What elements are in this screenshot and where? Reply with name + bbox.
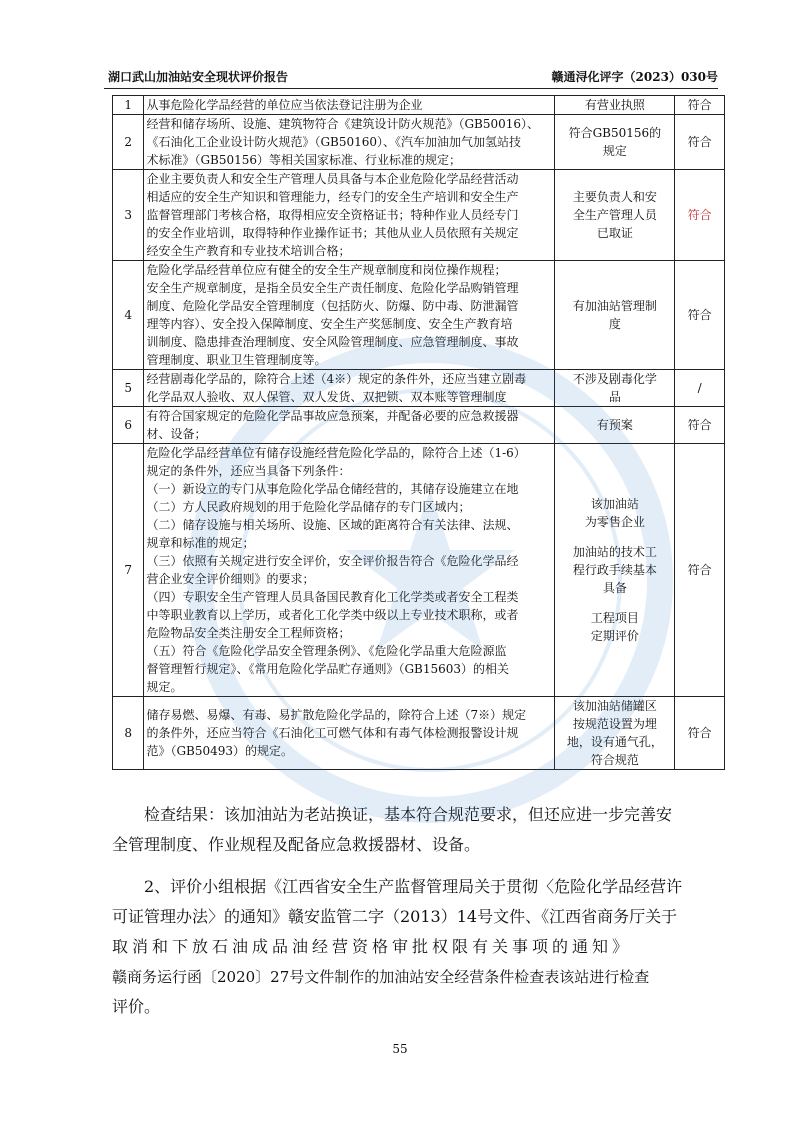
requirement-line: 的安全作业培训，取得特种作业操作证书；其他从业人员依照有关规定 <box>146 226 519 240</box>
evidence-text <box>555 170 675 261</box>
requirement-line: 范》（GB50493）的规定。 <box>146 744 294 758</box>
basis-line: 可证管理办法〉的通知》赣安监管二字（2013）14号文件、《江西省商务厅关于 <box>112 907 678 926</box>
checklist-row <box>113 96 725 115</box>
requirement-line: 从事危险化学品经营的单位应当依法登记注册为企业 <box>146 98 423 112</box>
header-divider <box>104 88 718 89</box>
requirement-line: 监督管理部门考核合格，取得相应安全资格证书；特种作业人员经专门 <box>146 208 519 222</box>
evidence-text <box>555 115 675 170</box>
requirement-line: 相适应的安全生产知识和管理能力，经专门的安全生产培训和安全生产 <box>146 190 519 204</box>
requirement-line: 术标准》（GB50156）等相关国家标准、行业标准的规定； <box>146 153 462 167</box>
compliance-result: 符合 <box>675 697 725 770</box>
requirement-text <box>144 96 555 115</box>
requirement-line: 经营剧毒化学品的，除符合上述（4※）规定的条件外，还应当建立剧毒 <box>146 372 527 386</box>
requirement-line: （二）储存设施与相关场所、设施、区域的距离符合有关法律、法规、 <box>146 518 519 532</box>
evidence-line: 不涉及剧毒化学 <box>572 372 657 386</box>
evidence-line: 有加油站管理制 <box>572 299 657 313</box>
evidence-line: 程行政手续基本 <box>572 563 657 577</box>
requirement-line: 安全生产规章制度，是指全员安全生产责任制度、危险化学品购销管理 <box>146 281 519 295</box>
requirement-line: 经营和储存场所、设施、建筑物符合《建筑设计防火规范》（GB50016）、 <box>146 117 540 131</box>
evidence-line: 该加油站储罐区 <box>572 699 657 713</box>
evidence-line: 符合GB50156的 <box>568 126 662 140</box>
basis-line: 赣商务运行函〔2020〕27号文件制作的加油站安全经营条件检查表该站进行检查 <box>112 968 650 986</box>
compliance-result: / <box>675 370 725 407</box>
evidence-line: 加油站的技术工 <box>572 545 657 559</box>
requirement-line: 有符合国家规定的危险化学品事故应急预案，并配备必要的应急救援器 <box>146 409 519 423</box>
evidence-line: 品 <box>608 390 621 404</box>
evidence-line: 有预案 <box>596 418 633 432</box>
evidence-line: 按规范设置为埋 <box>572 717 657 731</box>
checklist-body <box>113 96 725 770</box>
evidence-gap <box>557 597 672 609</box>
checklist-row <box>113 444 725 697</box>
requirement-line: 制度、危险化学品安全管理制度（包括防火、防爆、防中毒、防泄漏管 <box>146 299 519 313</box>
evidence-line: 有营业执照 <box>584 98 645 112</box>
requirement-line: 储存易燃、易爆、有毒、易扩散危险化学品的，除符合上述（7※）规定 <box>146 708 527 722</box>
requirement-text <box>144 407 555 444</box>
requirement-line: 《石油化工企业设计防火规范》（GB50160）、《汽车加油加气加氢站技 <box>146 135 522 149</box>
evidence-line: 全生产管理人员 <box>572 208 657 222</box>
requirement-line: 督管理暂行规定》、《常用危险化学品贮存通则》（GB15603）的相关 <box>146 662 510 676</box>
evidence-text <box>555 697 675 770</box>
evaluation-basis-paragraph <box>112 872 727 1022</box>
requirement-text <box>144 444 555 697</box>
evidence-line: 符合规范 <box>590 753 639 767</box>
evidence-line: 地，设有通气孔， <box>566 735 663 749</box>
evidence-line: 该加油站 <box>590 497 639 511</box>
requirement-text <box>144 370 555 407</box>
requirement-line: 经安全生产教育和专业技术培训合格； <box>146 244 351 258</box>
requirement-text <box>144 261 555 370</box>
evidence-line: 主要负责人和安 <box>572 190 657 204</box>
checklist-row <box>113 115 725 170</box>
compliance-result: 符合 <box>675 170 725 261</box>
requirement-line: 的条件外，还应当符合《石油化工可燃气体和有毒气体检测报警设计规 <box>146 726 519 740</box>
evidence-line: 规定 <box>602 144 627 158</box>
checklist-row <box>113 261 725 370</box>
requirement-line: 管理制度、职业卫生管理制度等。 <box>146 353 327 367</box>
check-result-line: 全管理制度、作业规程及配备应急救援器材、设备。 <box>112 835 481 854</box>
requirement-line: 中等职业教育以上学历，或者化工化学类中级以上专业技术职称，或者 <box>146 608 519 622</box>
requirement-line: 规定的条件外，还应当具备下列条件： <box>146 464 351 478</box>
evidence-line: 具备 <box>602 581 627 595</box>
evidence-line: 度 <box>608 317 621 331</box>
row-number: 3 <box>113 170 144 261</box>
requirement-line: （四）专职安全生产管理人员具备国民教育化工化学类或者安全工程类 <box>146 590 519 604</box>
requirement-text <box>144 170 555 261</box>
evidence-line: 定期评价 <box>590 629 639 643</box>
requirement-line: 危险化学品经营单位有储存设施经营危险化学品的，除符合上述（1-6） <box>146 446 526 460</box>
row-number: 4 <box>113 261 144 370</box>
basis-line: 2、评价小组根据《江西省安全生产监督管理局关于贯彻〈危险化学品经营许 <box>144 877 683 896</box>
report-number: 赣通浔化评字（2023）030号 <box>551 70 718 84</box>
checklist-row <box>113 370 725 407</box>
page-header <box>104 66 718 86</box>
requirement-line: 训制度、隐患排查治理制度、安全风险管理制度、应急管理制度、事故 <box>146 335 519 349</box>
requirement-line: （二）方人民政府规划的用于危险化学品储存的专门区域内； <box>146 500 471 514</box>
compliance-result: 符合 <box>675 96 725 115</box>
requirement-line: （五）符合《危险化学品安全管理条例》、《危险化学品重大危险源监 <box>146 644 507 658</box>
checklist-row <box>113 170 725 261</box>
checklist-row <box>113 697 725 770</box>
report-title: 湖口武山加油站安全现状评价报告 <box>108 70 289 84</box>
row-number: 2 <box>113 115 144 170</box>
requirement-line: 危险物品安全类注册安全工程师资格； <box>146 626 351 640</box>
compliance-result: 符合 <box>675 115 725 170</box>
check-result-line: 检查结果：该加油站为老站换证，基本符合规范要求，但还应进一步完善安 <box>144 805 673 824</box>
evidence-text <box>555 261 675 370</box>
requirement-line: 规章和标准的规定； <box>146 536 255 550</box>
requirement-line: 规定。 <box>146 680 183 694</box>
evidence-line: 为零售企业 <box>584 515 645 529</box>
compliance-result: 符合 <box>675 444 725 697</box>
basis-line: 取消和下放石油成品油经营资格审批权限有关事项的通知》 <box>112 937 633 956</box>
requirement-line: 企业主要负责人和安全生产管理人员具备与本企业危险化学品经营活动 <box>146 172 519 186</box>
check-result-paragraph <box>112 800 727 860</box>
requirement-line: （三）依照有关规定进行安全评价，安全评价报告符合《危险化学品经 <box>146 554 519 568</box>
evidence-text <box>555 407 675 444</box>
requirement-line: 营企业安全评价细则》的要求； <box>146 572 315 586</box>
row-number: 6 <box>113 407 144 444</box>
requirement-line: 理等内容）、安全投入保障制度、安全生产奖惩制度、安全生产教育培 <box>146 317 513 331</box>
row-number: 7 <box>113 444 144 697</box>
evidence-text <box>555 370 675 407</box>
checklist-row <box>113 407 725 444</box>
evidence-text <box>555 96 675 115</box>
requirement-line: 危险化学品经营单位应有健全的安全生产规章制度和岗位操作规程； <box>146 263 507 277</box>
row-number: 1 <box>113 96 144 115</box>
requirement-line: 化学品双人验收、双人保管、双人发货、双把锁、双本账等管理制度 <box>146 390 507 404</box>
safety-checklist-table <box>112 95 725 770</box>
evidence-line: 已取证 <box>596 226 633 240</box>
requirement-text <box>144 697 555 770</box>
row-number: 5 <box>113 370 144 407</box>
evidence-line: 工程项目 <box>590 611 639 625</box>
requirement-line: （一）新设立的专门从事危险化学品仓储经营的，其储存设施建立在地 <box>146 482 519 496</box>
evidence-gap <box>557 531 672 543</box>
row-number: 8 <box>113 697 144 770</box>
requirement-text <box>144 115 555 170</box>
evidence-text <box>555 444 675 697</box>
compliance-result: 符合 <box>675 261 725 370</box>
page-number: 55 <box>392 1042 408 1056</box>
basis-line: 评价。 <box>112 997 161 1016</box>
compliance-result: 符合 <box>675 407 725 444</box>
requirement-line: 材、设备； <box>146 427 207 441</box>
